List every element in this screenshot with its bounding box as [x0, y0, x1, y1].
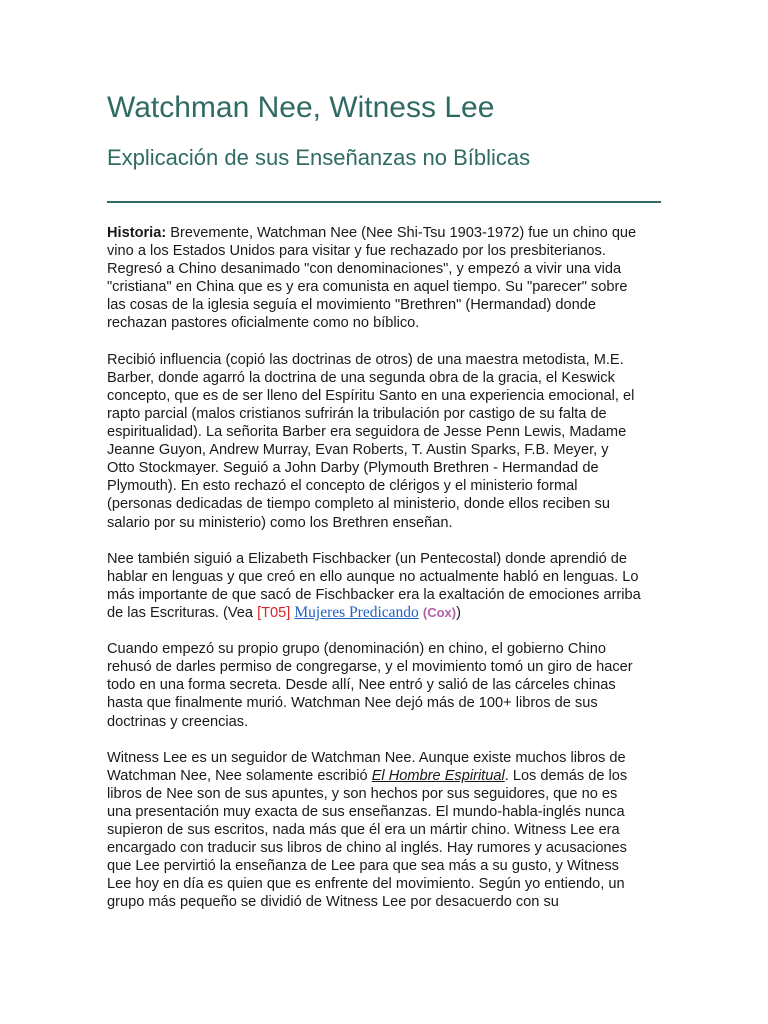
paragraph-line: Jeanne Guyon, Andrew Murray, Evan Roberts, T. Austin Sparks, F.B. Meyer, y — [107, 442, 609, 459]
paragraph-text: . Los demás de los — [504, 767, 628, 784]
paragraph-witness-lee — [107, 749, 659, 912]
paragraph-line: Plymouth). En esto rechazó el concepto de clérigos y el ministerio formal — [107, 478, 578, 495]
paragraph-line: Nee también siguió a Elizabeth Fischbacker (un Pentecostal) donde aprendió de — [107, 550, 628, 567]
paragraph-text: Watchman Nee, Nee solamente escribió — [107, 767, 372, 784]
paragraph-gap — [107, 622, 659, 640]
paragraph-line — [107, 767, 659, 785]
paragraph-line: rehusó de darles permiso de congregarse, y el movimiento tomó un giro de hacer — [107, 659, 633, 676]
document-title: Watchman Nee, Witness Lee — [107, 91, 495, 124]
title-divider — [107, 201, 661, 203]
paragraph-line: Regresó a Chino desanimado "con denominaciones", y empezó a vivir una vida — [107, 261, 622, 278]
mujeres-predicando-link[interactable]: Mujeres Predicando — [294, 603, 419, 621]
paragraph-gap — [107, 333, 659, 351]
paragraph-line: rapto parcial (malos cristianos sufrirán la tribulación por castigo de su falta de — [107, 405, 607, 422]
reference-code: [T05] — [257, 604, 291, 621]
paragraph-line: supieron de sus escritos, nada más que él era un mártir chino. Witness Lee era — [107, 822, 620, 839]
paragraph-line: Witness Lee es un seguidor de Watchman Nee. Aunque existe muchos libros de — [107, 749, 626, 766]
paragraph-line: Recibió influencia (copió las doctrinas de otros) de una maestra metodista, M.E. — [107, 351, 624, 368]
paragraph-line: Lee hoy en día es quien que es enfrente del movimiento. Según yo entiendo, un — [107, 876, 625, 893]
document-body — [107, 224, 659, 912]
paragraph-line: grupo más pequeño se dividió de Witness Lee por desacuerdo con su — [107, 894, 559, 911]
cox-tag: (Cox) — [422, 604, 457, 620]
paragraph-text: de las Escrituras. (Vea — [107, 604, 258, 621]
paragraph-line: una presentación muy exacta de sus enseñanzas. El mundo-habla-inglés nunca — [107, 804, 625, 820]
paragraph-historia — [107, 224, 659, 333]
paragraph-line: más importante de que sacó de Fischbacker era la exaltación de emociones arriba — [107, 586, 641, 603]
paragraph-line: hasta que finalmente murió. Watchman Nee dejó más de 100+ libros de sus — [107, 695, 598, 712]
paragraph-line: encargado con traducir sus libros de chino al inglés. Hay rumores y acusaciones — [107, 840, 627, 857]
paragraph-line: Barber, donde agarró la doctrina de una segunda obra de la gracia, el Keswick — [107, 369, 615, 386]
book-title: El Hombre Espiritual — [371, 767, 505, 784]
document-subtitle: Explicación de sus Enseñanzas no Bíblicas — [107, 145, 531, 170]
paragraph-line: libros de Nee son de sus apuntes, y son hechos por sus seguidores, que no es — [107, 785, 618, 802]
paragraph-line — [107, 224, 659, 242]
paragraph-line: todo en una forma secreta. Desde allí, Nee entró y salió de las cárceles chinas — [107, 677, 616, 694]
paragraph-line: doctrinas y creencias. — [107, 713, 249, 730]
paragraph-line: vino a los Estados Unidos para visitar y fue rechazado por los presbiterianos. — [107, 243, 606, 260]
paragraph-line: rechazan pastores oficialmente como no bíblico. — [107, 315, 420, 332]
paragraph-text: ) — [456, 604, 461, 621]
paragraph-line: "cristiana" en China que es y era comunista en aquel tiempo. Su "parecer" sobre — [107, 279, 628, 296]
paragraph-line: salario por su ministerio) como los Brethren enseñan. — [107, 514, 453, 531]
paragraph-influencia — [107, 351, 659, 532]
paragraph-line: Cuando empezó su propio grupo (denominación) en chino, el gobierno Chino — [107, 641, 606, 658]
paragraph-line: las cosas de la iglesia seguía el movimiento "Brethren" (Hermandad) donde — [107, 297, 596, 314]
paragraph-line: espiritualidad). La señorita Barber era seguidora de Jesse Penn Lewis, Madame — [107, 424, 627, 441]
paragraph-line: (personas dedicadas de tiempo completo al ministerio, donde ellos reciben su — [107, 496, 610, 513]
paragraph-line — [107, 604, 659, 622]
paragraph-grupo — [107, 640, 659, 730]
historia-label: Historia: — [107, 225, 167, 241]
paragraph-gap — [107, 532, 659, 550]
paragraph-text: Brevemente, Watchman Nee (Nee Shi-Tsu 1903-1972) fue un chino que — [166, 225, 637, 241]
paragraph-line: que Lee pervirtió la enseñanza de Lee para que sea más a su gusto, y Witness — [107, 858, 619, 875]
paragraph-gap — [107, 731, 659, 749]
paragraph-line: hablar en lenguas y que creó en ello aunque no actualmente habló en lenguas. Lo — [107, 568, 639, 585]
paragraph-line: concepto, que es de ser lleno del Espíritu Santo en una experiencia emocional, el — [107, 387, 635, 404]
paragraph-fischbacker — [107, 550, 659, 622]
paragraph-line: Otto Stockmayer. Seguió a John Darby (Plymouth Brethren - Hermandad de — [107, 460, 599, 477]
